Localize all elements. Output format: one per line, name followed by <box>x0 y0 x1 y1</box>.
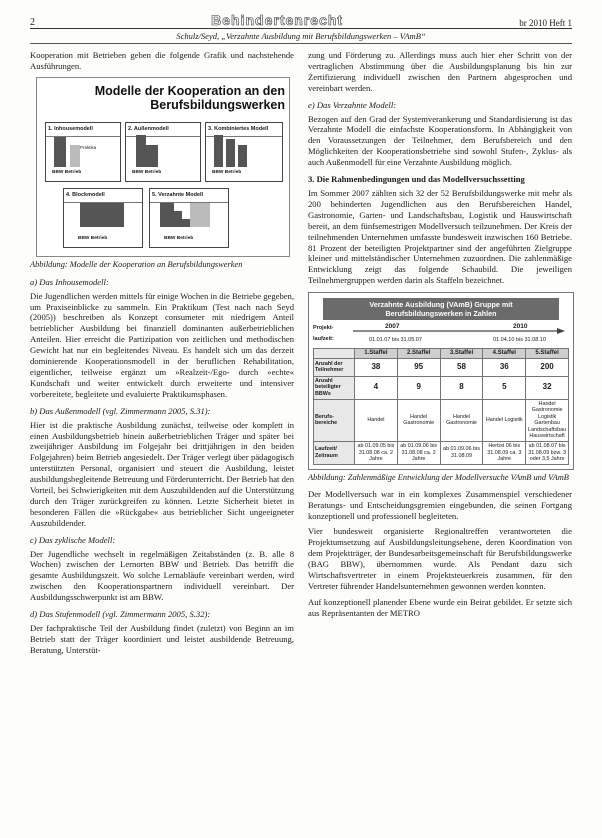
section-heading-c: c) Das zyklische Modell: <box>30 534 116 545</box>
section-heading-3: 3. Die Rahmenbedingungen und das Modellversuchssetting <box>308 174 525 185</box>
figure2-caption: Abbildung: Zahlenmäßige Entwicklung der Modellversuche VAmB und VAmB <box>308 472 569 482</box>
figure2-title-band: Verzahnte Ausbildung (VAmB) Gruppe mit Berufsbildungswerken in Zahlen <box>323 298 559 320</box>
paragraph-e: Bezogen auf den Grad der Systemverankerung und Standardisierung ist das Verzahnte Modell die einfachste Kooperationsform. In Abhängigkeit von den Voraussetzungen der Teilnehmer, dem Berufsbereich und den Möglichkeiten der Kooperationsbetriebe sind sowohl Stufen-, Zyklus- als auch Außenmodell für eine Verzahnte Ausbildung möglich. <box>308 113 572 168</box>
header-cell: 3.Staffel <box>440 349 483 359</box>
model-box-inhouse <box>45 122 121 182</box>
paragraph-d: Der fachpraktische Teil der Ausbildung findet (zuletzt) von Beginn an im Betrieb statt der Träger koordiniert und leistet ausbildende Betreuung, Beratung, Unterstüt- <box>30 623 294 655</box>
model-mid-label: Praktika <box>80 144 97 150</box>
section-heading-a: a) Das Inhousemodell: <box>30 276 109 287</box>
section-heading-e: e) Das Verzahnte Modell: <box>308 99 397 110</box>
table-cell: Handel Gastronomie <box>397 399 440 442</box>
paragraph-4: Der Modellversuch war in ein komplexes Zusammenspiel verschiedener Beratungs- und Entscheidungsgremien eingebunden, die seinen Fortgang konzeptionell und professionell begleiteten. <box>308 488 572 521</box>
date-end: 01.04.10 bis 31.08.10 <box>493 337 546 344</box>
paragraph-c: Der Jugendliche wechselt in regelmäßigen Zeitabständen (z. B. alle 8 Wochen) zwischen der Lernorten BBW und Betrieb. Das betrifft die gesamte Ausbildungszeit. Wo solche Lernabläufe vereinbart werden, wird zwischen den Kooperationspartnern individuell vereinbart. Der Ausbildungsschwerpunkt ist am BBW. <box>30 548 294 603</box>
model-label: 2. Außenmodell <box>126 123 200 137</box>
table-row <box>314 399 569 442</box>
table-cell: ab 01.08.07 bis 31.08.09 bzw. 3 oder 3,5 Jahre <box>526 442 569 465</box>
table-cell: 9 <box>397 376 440 399</box>
row-label: Laufzeit/ Zeitraum <box>314 442 355 465</box>
table-cell: Herbst 06 bis 31.08.09 ca. 3 Jahre <box>483 442 526 465</box>
table-cell: 58 <box>440 358 483 376</box>
betrieb-bar <box>226 139 235 167</box>
table-cell: 32 <box>526 376 569 399</box>
betrieb-bar <box>146 145 158 167</box>
intro-paragraph: Kooperation mit Betrieben geben die folgende Grafik und nachstehende Ausführungen. <box>30 50 294 71</box>
table-cell: 36 <box>483 358 526 376</box>
step-2 <box>160 211 182 219</box>
year-end: 2010 <box>513 323 528 331</box>
model-foot: BBW Betrieb <box>78 235 108 241</box>
model-foot: BBW Betrieb <box>52 169 82 175</box>
vamb-numbers-figure <box>308 292 574 470</box>
year-start: 2007 <box>385 323 400 331</box>
model-foot: BBW Betrieb <box>164 235 194 241</box>
table-cell: Handel Gastronomie Logistik Gartenbau Landschaftsbau Hauswirtschaft <box>526 399 569 442</box>
table-cell: Handel Logistik <box>483 399 526 442</box>
table-cell: 8 <box>440 376 483 399</box>
page-number: 2 <box>30 17 35 28</box>
project-timeline <box>313 322 569 346</box>
bbw-bar <box>136 135 146 167</box>
table-cell: 4 <box>355 376 398 399</box>
bbw-bar <box>54 137 66 167</box>
section-heading-d: d) Das Stufenmodell (vgl. Zimmermann 2005, S.32): <box>30 609 211 620</box>
paragraph-continued: zung und Förderung zu. Allerdings muss auch hier eher Schritt von der vertraglichen Abstimmung über die Ausbildungsplanung bis hin zur Zertifizierung individuell zwischen den Partnern abgesprochen und vereinbart werden. <box>308 50 572 93</box>
header-cell: 4.Staffel <box>483 349 526 359</box>
table-cell: 5 <box>483 376 526 399</box>
paragraph-3: Im Sommer 2007 zählten sich 32 der 52 Berufsbildungswerke mit mehr als 200 behinderten Jugendlichen aus den Berufsbereichen Handel, Gastronomie, Garten- und Landschaftsbau, Logistik und Hauswirtschaft bereit, an dem fünfsemestrigen Modellversuch teilzunehmen. Der Kreis der teilnehmenden Unternehmen umfasste bundesweit inzwischen 160 Betriebe. 81 Prozent der beteiligten Projektpartner sind der angeführten Zielgruppe kleiner und mittelständischer Unternehmen zuzuordnen. Die zahlenmäßige Entwicklung zeigt das folgende Schaubild. Die jeweiligen Teilnehmergruppen werden darin als Staffeln bezeichnet. <box>308 187 572 286</box>
model-foot: BBW Betrieb <box>212 169 242 175</box>
period-label: Projekt-laufzeit: <box>313 325 334 343</box>
table-row <box>314 442 569 465</box>
running-title: Schulz/Seyd, „Verzahnte Ausbildung mit Berufsbildungswerken – VAmB“ <box>30 31 572 44</box>
table-cell: 95 <box>397 358 440 376</box>
two-column-body <box>30 50 572 661</box>
bbw-bar <box>214 135 223 167</box>
bbw-block <box>80 203 124 227</box>
header-cell: 2.Staffel <box>397 349 440 359</box>
table-cell: Handel <box>355 399 398 442</box>
model-box-block <box>63 188 143 248</box>
row-label: Anzahl der Teilnehmer <box>314 358 355 376</box>
table-cell: Handel Gastronomie <box>440 399 483 442</box>
paragraph-6: Auf konzeptionell planender Ebene wurde ein Beirat gebildet. Er setzte sich aus Repräsentanten der METRO <box>308 596 572 618</box>
left-column <box>30 50 294 661</box>
model-label: 5. Verzahnte Modell <box>150 189 228 203</box>
model-label: 4. Blockmodell <box>64 189 142 203</box>
table-row <box>314 358 569 376</box>
betrieb-bar-2 <box>238 145 247 167</box>
header-cell <box>314 349 355 359</box>
row-label: Anzahl beteiligter BBWs <box>314 376 355 399</box>
model-label: 1. Inhousemodell <box>46 123 120 137</box>
row-label: Berufs-bereiche <box>314 399 355 442</box>
model-box-aussen <box>125 122 201 182</box>
paragraph-5: Vier bundesweit organisierte Regionaltreffen verantworteten die Projektumsetzung auf Ausbildungsleitungsebene, deren Koordination von dem Projektträger, der Bundesarbeitsgemeinschaft für Berufsbildungswerke (BAG BBW), übernommen wurde. Als Pendant dazu sich Wirtschaftsvertreter in einem Projektsteuerkreis zusammen, für den Vertreter führender Handelsunternehmen gewonnen werden konnten. <box>308 526 572 591</box>
step-3 <box>160 219 190 227</box>
model-box-kombiniert <box>205 122 283 182</box>
table-row <box>314 376 569 399</box>
date-start: 01.01.07 bis 31.05.07 <box>369 337 422 344</box>
figure-caption: Abbildung: Modelle der Kooperation an Berufsbildungswerken <box>30 259 243 269</box>
paragraph-b: Hier ist die praktische Ausbildung zunächst, teilweise oder komplett in einen Ausbildungsbetrieb hinein außerbetrieblichen Träger und später bei zweijähriger Ausbildung im Folgejahr bei drittjährigen in den beiden Folgejahren) beim Betrieb angesiedelt. Der Träger verlegt über pädagogisch unterstützten Personal, organisiert und steuert die Ausbildung, leistet ausbildungsbegleitende Betreuung und Förderunterricht. Der Betrieb hat den Vorteil, bei Schwierigkeiten mit dem Auszubildenden auf die Unterstützung durch den Träger zurückgreifen zu können. Letzte Sicherheit bietet in besonderen Fällen die »Rückgabe« aus betrieblicher Sicht ungeeigneter Auszubildender. <box>30 419 294 528</box>
figure-title: Modelle der Kooperation an den Berufsbildungswerken <box>94 83 285 112</box>
issue-label: br 2010 Heft 1 <box>519 18 572 28</box>
paragraph-a: Die Jugendlichen werden mittels für einige Wochen in die Betriebe gegeben, um Praxiseinblicke zu sammeln. Ein Praktikum (Test nach nach Seyd (2005)) beschreiben als Konzept consumeter mit niedrigem Anteil betrieblicher Ausbildung bei finanziell dominanten außerbetrieblichen Anteilen. Hier erreicht die Partizipation von zeitlichen und methodischen Gewicht hat nur ein begleitendes Niveau. Es handelt sich um das derzeit dominierende Kooperationsmodell in der beruflichen Rehabilitation, eigentlicher, teilweise ergänzt um »Realzeit-/Ego- durch »echte« Kundschaft und weiter entwickelt durch erweiterte und intensiver vorbereitete, begleitete und evaluierte Praktikumsphasen. <box>30 290 294 399</box>
table-cell: 38 <box>355 358 398 376</box>
betrieb-block <box>190 203 210 227</box>
right-column <box>308 50 572 661</box>
table-cell: ab 01.09.05 bis 31.08.08 ca. 2 Jahre <box>355 442 398 465</box>
cooperation-models-figure <box>36 77 290 257</box>
table-cell: ab 01.09.06 bis 31.08.08 ca. 2 Jahre <box>397 442 440 465</box>
model-label: 3. Kombiniertes Modell <box>206 123 282 137</box>
section-heading-b: b) Das Außenmodell (vgl. Zimmermann 2005, S.31): <box>30 405 211 416</box>
header-cell: 5.Staffel <box>526 349 569 359</box>
table-header-row <box>314 349 569 359</box>
step-1 <box>160 203 174 211</box>
betrieb-bar <box>70 145 80 167</box>
staffel-table <box>313 348 569 465</box>
model-foot: BBW Betrieb <box>132 169 162 175</box>
journal-title: Behindertenrecht <box>211 12 344 28</box>
model-box-verzahnt <box>149 188 229 248</box>
page-header <box>30 12 572 29</box>
table-cell: 200 <box>526 358 569 376</box>
header-cell: 1.Staffel <box>355 349 398 359</box>
table-cell: ab 01.09.06 bis 31.08.09 <box>440 442 483 465</box>
